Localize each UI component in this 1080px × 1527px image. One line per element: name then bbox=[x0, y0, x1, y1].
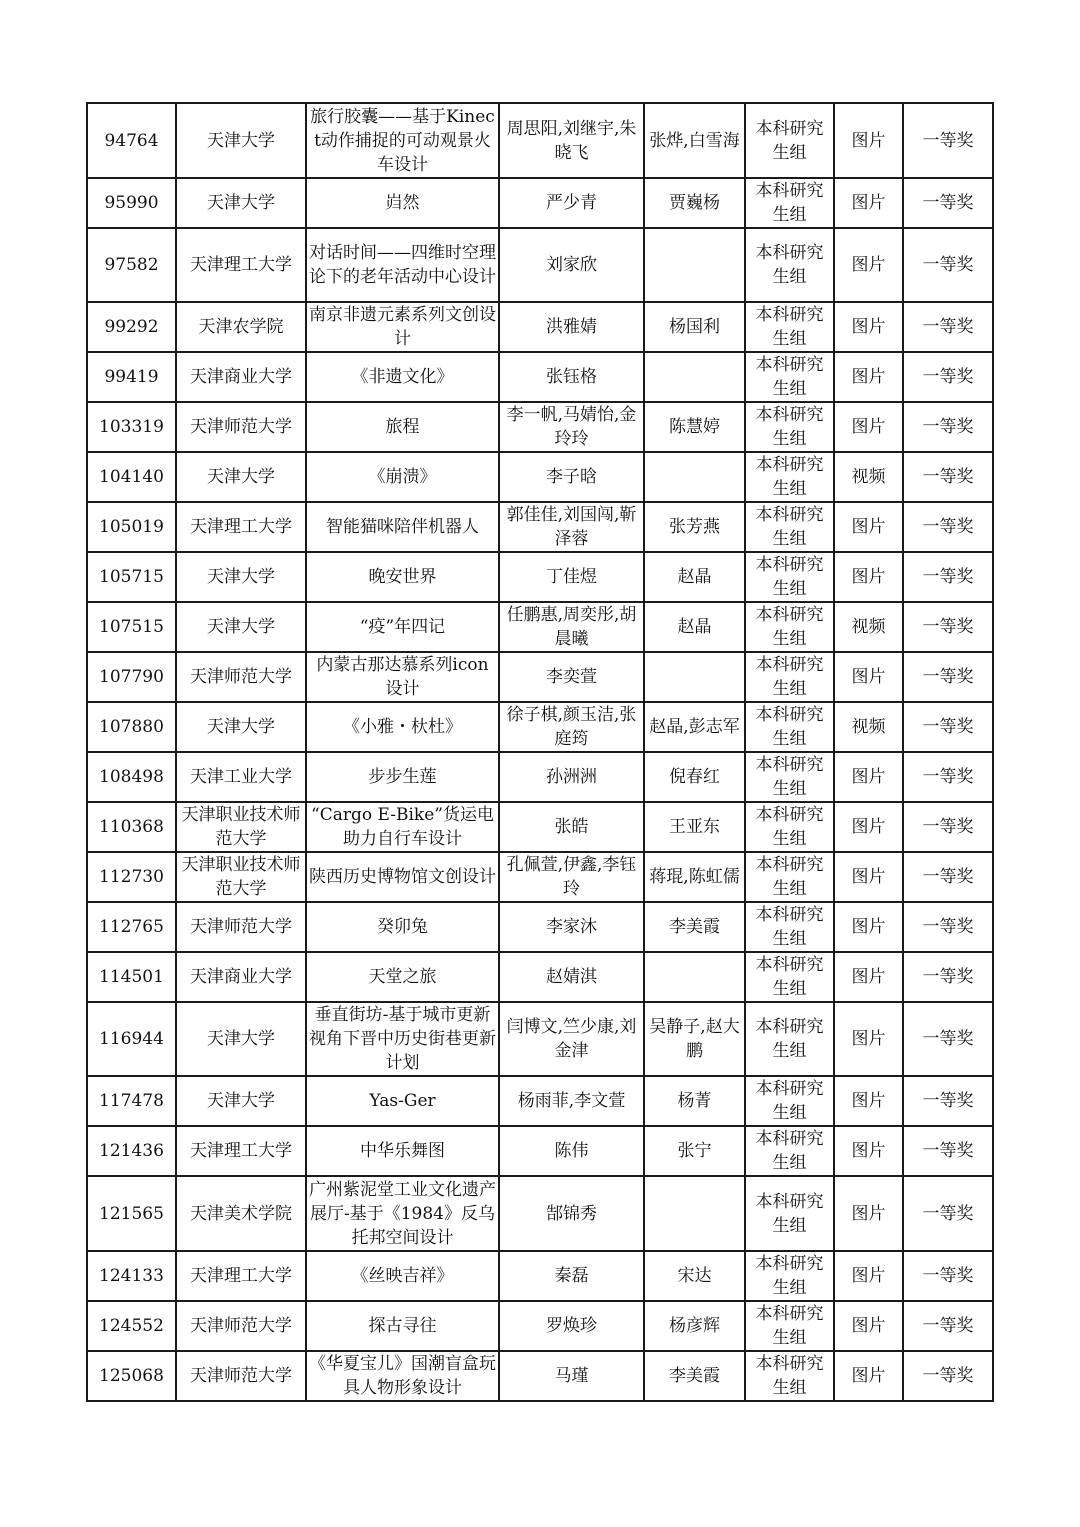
cell-authors: 闫博文,竺少康,刘金津 bbox=[499, 1002, 644, 1076]
cell-type: 图片 bbox=[834, 752, 903, 802]
cell-category-text: 本科研究生组 bbox=[755, 1354, 824, 1398]
cell-id: 114501 bbox=[87, 952, 176, 1002]
cell-category-text: 本科研究生组 bbox=[755, 1129, 824, 1173]
cell-award: 一等奖 bbox=[903, 802, 993, 852]
cell-type: 图片 bbox=[834, 103, 903, 178]
cell-category bbox=[745, 652, 834, 702]
cell-title: 旅行胶囊——基于Kinect动作捕捉的可动观景火车设计 bbox=[306, 103, 499, 178]
cell-authors: 任鹏惠,周奕彤,胡晨曦 bbox=[499, 602, 644, 652]
cell-title: Yas-Ger bbox=[306, 1076, 499, 1126]
cell-school: 天津大学 bbox=[176, 1002, 306, 1076]
cell-authors: 孙洲洲 bbox=[499, 752, 644, 802]
cell-advisor: 杨彦辉 bbox=[644, 1301, 745, 1351]
cell-type: 图片 bbox=[834, 1351, 903, 1401]
cell-id: 121565 bbox=[87, 1176, 176, 1251]
cell-type: 图片 bbox=[834, 552, 903, 602]
cell-id: 99292 bbox=[87, 302, 176, 352]
cell-school: 天津理工大学 bbox=[176, 1126, 306, 1176]
cell-id: 108498 bbox=[87, 752, 176, 802]
cell-award: 一等奖 bbox=[903, 1251, 993, 1301]
cell-title: “疫”年四记 bbox=[306, 602, 499, 652]
cell-category bbox=[745, 902, 834, 952]
cell-award: 一等奖 bbox=[903, 228, 993, 302]
cell-award: 一等奖 bbox=[903, 1126, 993, 1176]
cell-school: 天津美术学院 bbox=[176, 1176, 306, 1251]
cell-award: 一等奖 bbox=[903, 1176, 993, 1251]
cell-award: 一等奖 bbox=[903, 1351, 993, 1401]
cell-category bbox=[745, 502, 834, 552]
cell-school: 天津师范大学 bbox=[176, 402, 306, 452]
cell-category-text: 本科研究生组 bbox=[755, 243, 824, 287]
cell-category-text: 本科研究生组 bbox=[755, 1191, 824, 1236]
cell-id: 110368 bbox=[87, 802, 176, 852]
cell-advisor: 赵晶 bbox=[644, 602, 745, 652]
cell-authors: 李一帆,马婧怡,金玲玲 bbox=[499, 402, 644, 452]
cell-school: 天津师范大学 bbox=[176, 652, 306, 702]
cell-category-text: 本科研究生组 bbox=[755, 355, 824, 399]
cell-authors: 李子晗 bbox=[499, 452, 644, 502]
cell-award: 一等奖 bbox=[903, 502, 993, 552]
cell-advisor bbox=[644, 652, 745, 702]
cell-title: 步步生莲 bbox=[306, 752, 499, 802]
cell-authors: 郜锦秀 bbox=[499, 1176, 644, 1251]
cell-school: 天津大学 bbox=[176, 452, 306, 502]
cell-type: 图片 bbox=[834, 1126, 903, 1176]
cell-authors: 张皓 bbox=[499, 802, 644, 852]
cell-school: 天津大学 bbox=[176, 552, 306, 602]
cell-category-text: 本科研究生组 bbox=[755, 1304, 824, 1348]
cell-type: 图片 bbox=[834, 802, 903, 852]
cell-advisor: 蒋琨,陈虹儒 bbox=[644, 852, 745, 902]
cell-advisor: 赵晶 bbox=[644, 552, 745, 602]
cell-award: 一等奖 bbox=[903, 852, 993, 902]
cell-authors: 刘家欣 bbox=[499, 228, 644, 302]
cell-id: 95990 bbox=[87, 178, 176, 228]
cell-advisor bbox=[644, 952, 745, 1002]
cell-category bbox=[745, 1176, 834, 1251]
cell-award: 一等奖 bbox=[903, 652, 993, 702]
cell-category bbox=[745, 1126, 834, 1176]
cell-category-text: 本科研究生组 bbox=[755, 605, 824, 649]
cell-title: 南京非遗元素系列文创设计 bbox=[306, 302, 499, 352]
cell-award: 一等奖 bbox=[903, 352, 993, 402]
cell-advisor: 陈慧婷 bbox=[644, 402, 745, 452]
cell-category bbox=[745, 103, 834, 178]
cell-category-text: 本科研究生组 bbox=[755, 305, 824, 349]
cell-school: 天津师范大学 bbox=[176, 1351, 306, 1401]
cell-authors: 杨雨菲,李文萱 bbox=[499, 1076, 644, 1126]
cell-award: 一等奖 bbox=[903, 402, 993, 452]
cell-school: 天津理工大学 bbox=[176, 502, 306, 552]
cell-title: 广州紫泥堂工业文化遗产展厅-基于《1984》反乌托邦空间设计 bbox=[306, 1176, 499, 1251]
cell-advisor bbox=[644, 1176, 745, 1251]
cell-authors: 赵婧淇 bbox=[499, 952, 644, 1002]
cell-title: “Cargo E-Bike”货运电助力自行车设计 bbox=[306, 802, 499, 852]
table-row bbox=[87, 752, 993, 802]
table-row bbox=[87, 228, 993, 302]
cell-advisor: 李美霞 bbox=[644, 1351, 745, 1401]
cell-authors: 罗焕珍 bbox=[499, 1301, 644, 1351]
cell-type: 图片 bbox=[834, 402, 903, 452]
cell-title: 陕西历史博物馆文创设计 bbox=[306, 852, 499, 902]
table-row bbox=[87, 352, 993, 402]
cell-advisor: 贾巍杨 bbox=[644, 178, 745, 228]
cell-title: 癸卯兔 bbox=[306, 902, 499, 952]
cell-title: 天堂之旅 bbox=[306, 952, 499, 1002]
cell-advisor bbox=[644, 228, 745, 302]
cell-type: 图片 bbox=[834, 178, 903, 228]
cell-advisor: 李美霞 bbox=[644, 902, 745, 952]
cell-title: 探古寻往 bbox=[306, 1301, 499, 1351]
table-row bbox=[87, 402, 993, 452]
cell-advisor: 杨国利 bbox=[644, 302, 745, 352]
cell-category-text: 本科研究生组 bbox=[755, 181, 824, 225]
cell-type: 视频 bbox=[834, 702, 903, 752]
cell-authors: 周思阳,刘继宇,朱晓飞 bbox=[499, 103, 644, 178]
cell-id: 107515 bbox=[87, 602, 176, 652]
cell-id: 104140 bbox=[87, 452, 176, 502]
cell-type: 图片 bbox=[834, 952, 903, 1002]
cell-category-text: 本科研究生组 bbox=[755, 755, 824, 799]
cell-award: 一等奖 bbox=[903, 178, 993, 228]
cell-authors: 严少青 bbox=[499, 178, 644, 228]
cell-category-text: 本科研究生组 bbox=[755, 955, 824, 999]
cell-award: 一等奖 bbox=[903, 952, 993, 1002]
cell-award: 一等奖 bbox=[903, 1002, 993, 1076]
cell-authors: 徐子棋,颜玉洁,张庭筠 bbox=[499, 702, 644, 752]
cell-school: 天津大学 bbox=[176, 178, 306, 228]
cell-type: 图片 bbox=[834, 502, 903, 552]
cell-school: 天津商业大学 bbox=[176, 352, 306, 402]
cell-type: 图片 bbox=[834, 1251, 903, 1301]
cell-authors: 李家沐 bbox=[499, 902, 644, 952]
cell-category-text: 本科研究生组 bbox=[755, 1254, 824, 1298]
table-row bbox=[87, 1176, 993, 1251]
cell-advisor: 宋达 bbox=[644, 1251, 745, 1301]
cell-school: 天津工业大学 bbox=[176, 752, 306, 802]
cell-category bbox=[745, 952, 834, 1002]
cell-school: 天津大学 bbox=[176, 1076, 306, 1126]
table-row bbox=[87, 1351, 993, 1401]
cell-type: 图片 bbox=[834, 352, 903, 402]
table-row bbox=[87, 103, 993, 178]
table-row bbox=[87, 852, 993, 902]
cell-school: 天津大学 bbox=[176, 602, 306, 652]
cell-category-text: 本科研究生组 bbox=[755, 405, 824, 449]
cell-authors: 孔佩萱,伊鑫,李钰玲 bbox=[499, 852, 644, 902]
cell-category-text: 本科研究生组 bbox=[755, 505, 824, 549]
cell-id: 112765 bbox=[87, 902, 176, 952]
cell-school: 天津师范大学 bbox=[176, 1301, 306, 1351]
cell-type: 图片 bbox=[834, 902, 903, 952]
cell-award: 一等奖 bbox=[903, 752, 993, 802]
table-row bbox=[87, 502, 993, 552]
cell-category-text: 本科研究生组 bbox=[755, 118, 824, 163]
cell-authors: 洪雅婧 bbox=[499, 302, 644, 352]
cell-school: 天津师范大学 bbox=[176, 902, 306, 952]
cell-category bbox=[745, 852, 834, 902]
cell-award: 一等奖 bbox=[903, 103, 993, 178]
cell-category-text: 本科研究生组 bbox=[755, 455, 824, 499]
cell-id: 97582 bbox=[87, 228, 176, 302]
cell-school: 天津职业技术师范大学 bbox=[176, 802, 306, 852]
cell-type: 图片 bbox=[834, 1301, 903, 1351]
table-row bbox=[87, 802, 993, 852]
table-row bbox=[87, 178, 993, 228]
cell-type: 图片 bbox=[834, 1176, 903, 1251]
cell-category bbox=[745, 402, 834, 452]
cell-id: 94764 bbox=[87, 103, 176, 178]
cell-category-text: 本科研究生组 bbox=[755, 705, 824, 749]
cell-authors: 秦磊 bbox=[499, 1251, 644, 1301]
cell-school: 天津理工大学 bbox=[176, 1251, 306, 1301]
cell-award: 一等奖 bbox=[903, 552, 993, 602]
cell-id: 121436 bbox=[87, 1126, 176, 1176]
cell-category-text: 本科研究生组 bbox=[755, 1079, 824, 1123]
cell-category-text: 本科研究生组 bbox=[755, 1017, 824, 1061]
cell-authors: 郭佳佳,刘国闯,靳泽蓉 bbox=[499, 502, 644, 552]
cell-award: 一等奖 bbox=[903, 1076, 993, 1126]
table-row bbox=[87, 702, 993, 752]
cell-award: 一等奖 bbox=[903, 602, 993, 652]
cell-category bbox=[745, 452, 834, 502]
cell-category bbox=[745, 1251, 834, 1301]
cell-id: 105715 bbox=[87, 552, 176, 602]
cell-title: 垂直街坊-基于城市更新视角下晋中历史街巷更新计划 bbox=[306, 1002, 499, 1076]
cell-type: 图片 bbox=[834, 228, 903, 302]
cell-award: 一等奖 bbox=[903, 452, 993, 502]
cell-title: 《丝映吉祥》 bbox=[306, 1251, 499, 1301]
cell-title: 《小雅・杕杜》 bbox=[306, 702, 499, 752]
cell-advisor: 倪春红 bbox=[644, 752, 745, 802]
cell-authors: 马瑾 bbox=[499, 1351, 644, 1401]
table-row bbox=[87, 902, 993, 952]
cell-category bbox=[745, 228, 834, 302]
cell-award: 一等奖 bbox=[903, 902, 993, 952]
awards-table-body bbox=[87, 103, 993, 1401]
cell-id: 107790 bbox=[87, 652, 176, 702]
cell-category bbox=[745, 352, 834, 402]
cell-id: 124133 bbox=[87, 1251, 176, 1301]
cell-id: 99419 bbox=[87, 352, 176, 402]
cell-school: 天津大学 bbox=[176, 702, 306, 752]
cell-advisor: 吴静子,赵大鹏 bbox=[644, 1002, 745, 1076]
cell-category bbox=[745, 552, 834, 602]
cell-category bbox=[745, 702, 834, 752]
cell-type: 图片 bbox=[834, 1076, 903, 1126]
cell-advisor: 张芳燕 bbox=[644, 502, 745, 552]
cell-authors: 丁佳煜 bbox=[499, 552, 644, 602]
cell-advisor: 张宁 bbox=[644, 1126, 745, 1176]
table-row bbox=[87, 1251, 993, 1301]
cell-id: 107880 bbox=[87, 702, 176, 752]
cell-title: 旅程 bbox=[306, 402, 499, 452]
cell-type: 视频 bbox=[834, 602, 903, 652]
cell-category bbox=[745, 1076, 834, 1126]
cell-school: 天津商业大学 bbox=[176, 952, 306, 1002]
cell-award: 一等奖 bbox=[903, 702, 993, 752]
cell-award: 一等奖 bbox=[903, 1301, 993, 1351]
cell-school: 天津理工大学 bbox=[176, 228, 306, 302]
cell-category bbox=[745, 302, 834, 352]
cell-type: 图片 bbox=[834, 652, 903, 702]
cell-category bbox=[745, 602, 834, 652]
cell-title: 内蒙古那达慕系列icon设计 bbox=[306, 652, 499, 702]
cell-school: 天津农学院 bbox=[176, 302, 306, 352]
cell-category bbox=[745, 752, 834, 802]
cell-id: 112730 bbox=[87, 852, 176, 902]
table-row bbox=[87, 552, 993, 602]
cell-school: 天津职业技术师范大学 bbox=[176, 852, 306, 902]
cell-category bbox=[745, 1301, 834, 1351]
table-row bbox=[87, 952, 993, 1002]
cell-award: 一等奖 bbox=[903, 302, 993, 352]
cell-category-text: 本科研究生组 bbox=[755, 655, 824, 699]
cell-advisor: 杨菁 bbox=[644, 1076, 745, 1126]
cell-category-text: 本科研究生组 bbox=[755, 805, 824, 849]
cell-type: 图片 bbox=[834, 852, 903, 902]
cell-category bbox=[745, 1002, 834, 1076]
cell-school: 天津大学 bbox=[176, 103, 306, 178]
cell-authors: 李奕萱 bbox=[499, 652, 644, 702]
cell-advisor: 赵晶,彭志军 bbox=[644, 702, 745, 752]
cell-title: 岿然 bbox=[306, 178, 499, 228]
cell-category-text: 本科研究生组 bbox=[755, 905, 824, 949]
cell-category bbox=[745, 1351, 834, 1401]
cell-authors: 陈伟 bbox=[499, 1126, 644, 1176]
cell-title: 中华乐舞图 bbox=[306, 1126, 499, 1176]
cell-category-text: 本科研究生组 bbox=[755, 555, 824, 599]
table-row bbox=[87, 602, 993, 652]
cell-category bbox=[745, 178, 834, 228]
cell-title: 《华夏宝儿》国潮盲盒玩具人物形象设计 bbox=[306, 1351, 499, 1401]
cell-advisor bbox=[644, 452, 745, 502]
cell-advisor bbox=[644, 352, 745, 402]
table-row bbox=[87, 652, 993, 702]
cell-id: 124552 bbox=[87, 1301, 176, 1351]
cell-advisor: 王亚东 bbox=[644, 802, 745, 852]
table-row bbox=[87, 1002, 993, 1076]
cell-id: 103319 bbox=[87, 402, 176, 452]
table-row bbox=[87, 302, 993, 352]
cell-title: 智能猫咪陪伴机器人 bbox=[306, 502, 499, 552]
cell-type: 视频 bbox=[834, 452, 903, 502]
cell-category bbox=[745, 802, 834, 852]
table-row bbox=[87, 1076, 993, 1126]
cell-title: 对话时间——四维时空理论下的老年活动中心设计 bbox=[306, 228, 499, 302]
awards-table bbox=[86, 102, 994, 1402]
cell-type: 图片 bbox=[834, 1002, 903, 1076]
cell-title: 晚安世界 bbox=[306, 552, 499, 602]
cell-id: 105019 bbox=[87, 502, 176, 552]
cell-id: 117478 bbox=[87, 1076, 176, 1126]
table-row bbox=[87, 1126, 993, 1176]
cell-title: 《崩溃》 bbox=[306, 452, 499, 502]
cell-title: 《非遗文化》 bbox=[306, 352, 499, 402]
cell-category-text: 本科研究生组 bbox=[755, 855, 824, 899]
cell-advisor: 张烨,白雪海 bbox=[644, 103, 745, 178]
table-row bbox=[87, 452, 993, 502]
table-row bbox=[87, 1301, 993, 1351]
cell-id: 125068 bbox=[87, 1351, 176, 1401]
cell-authors: 张钰格 bbox=[499, 352, 644, 402]
cell-type: 图片 bbox=[834, 302, 903, 352]
cell-id: 116944 bbox=[87, 1002, 176, 1076]
